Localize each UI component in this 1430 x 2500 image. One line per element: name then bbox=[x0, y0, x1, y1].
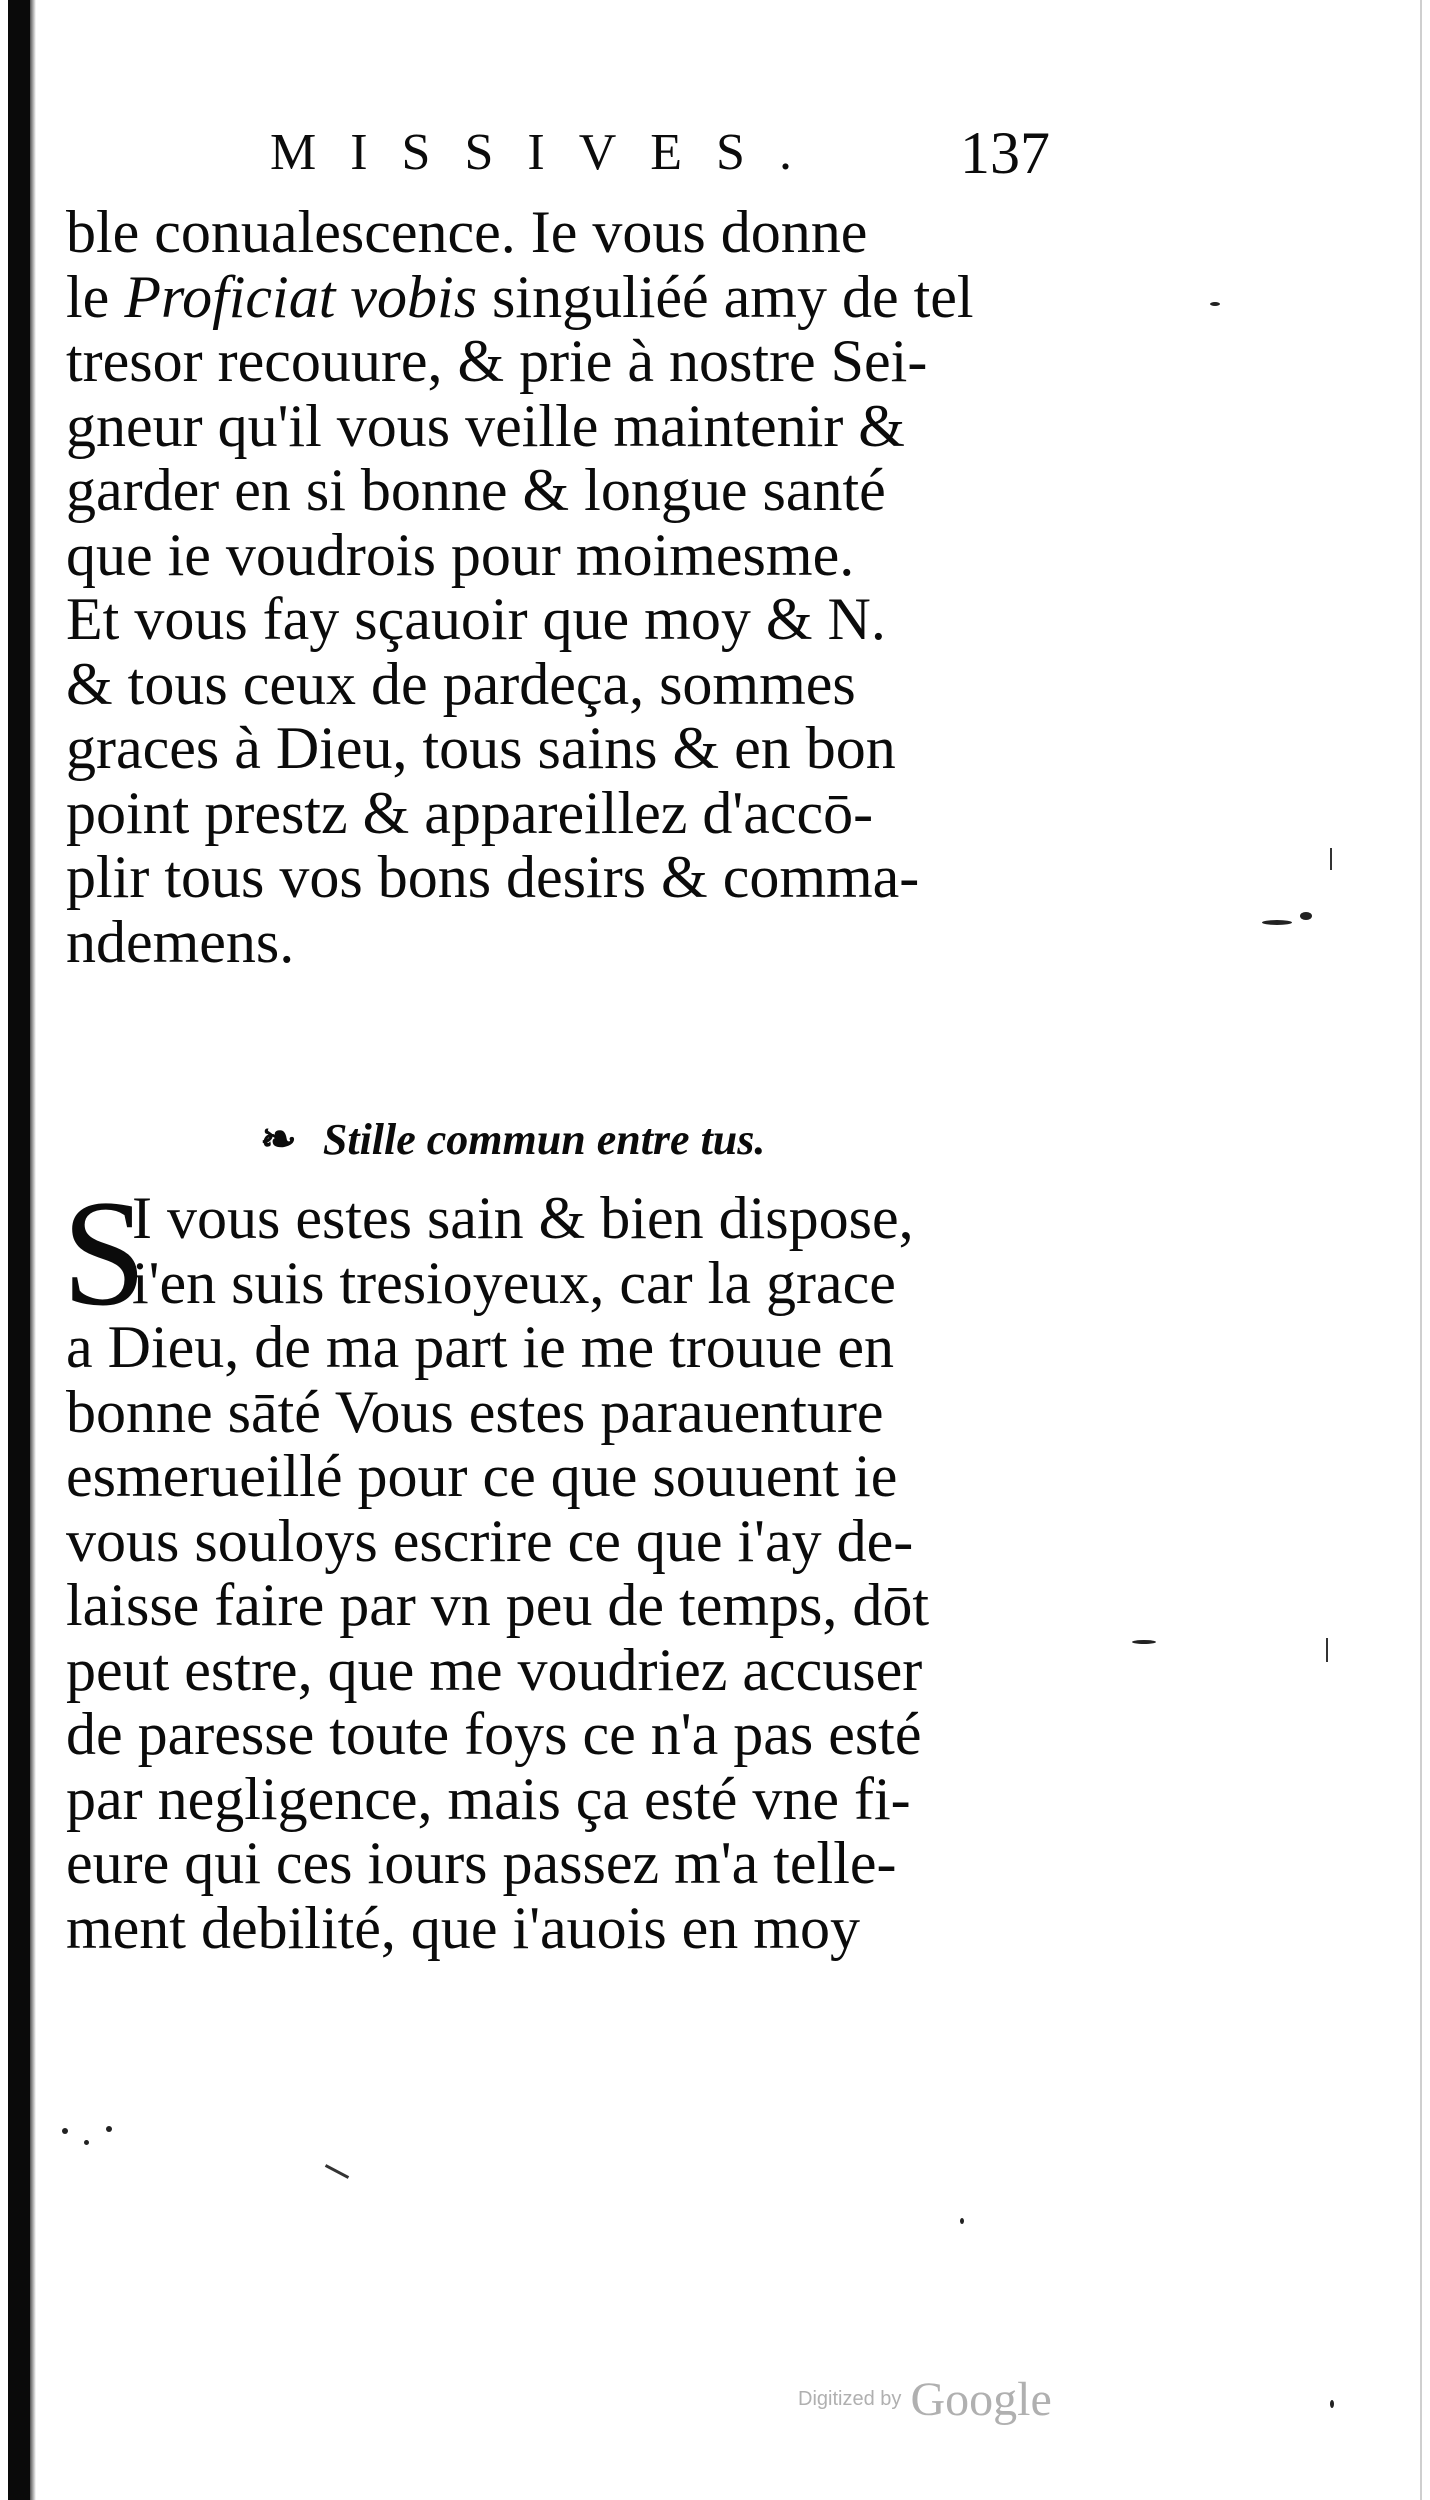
text-run: le bbox=[66, 263, 110, 330]
section-heading bbox=[260, 1108, 1020, 1172]
text-line: I vous estes sain & bien dispose, bbox=[132, 1185, 914, 1251]
scan-mark bbox=[1330, 848, 1332, 870]
text-line: de paresse toute foys ce n'a pas esté bbox=[66, 1701, 922, 1767]
text-line: a Dieu, de ma part ie me trouue en bbox=[66, 1314, 894, 1380]
text-line: bonne sāté Vous estes parauenture bbox=[66, 1378, 884, 1445]
text-line: par negligence, mais ça esté vne fi- bbox=[66, 1765, 911, 1832]
letter-two-text bbox=[66, 1186, 1076, 1960]
text-line: tresor recouure, & prie à nostre Sei- bbox=[66, 328, 928, 394]
scan-speck bbox=[1330, 2400, 1334, 2408]
text-line: Et vous fay sçauoir que moy & N. bbox=[66, 586, 886, 652]
scan-speck bbox=[1300, 912, 1312, 920]
binding-shadow bbox=[8, 0, 30, 2500]
text-line: graces à Dieu, tous sains & en bon bbox=[66, 715, 896, 781]
scan-speck bbox=[106, 2126, 112, 2132]
latin-phrase: Proficiat vobis bbox=[124, 263, 478, 330]
scan-speck bbox=[62, 2128, 68, 2134]
text-line: garder en si bonne & longue santé bbox=[66, 457, 886, 523]
text-line-mixed bbox=[66, 265, 1076, 330]
scan-mark bbox=[325, 2164, 349, 2179]
text-line: plir tous vos bons desirs & comma- bbox=[66, 844, 920, 910]
running-head: MISSIVES. bbox=[270, 124, 826, 181]
fleuron-icon: ❧ bbox=[260, 1115, 297, 1164]
text-line: gneur qu'il vous veille maintenir & bbox=[66, 392, 905, 459]
page-number: 137 bbox=[960, 120, 1050, 186]
right-page-edge bbox=[1420, 0, 1422, 2500]
text-line: ment debilité, que i'auois en moy bbox=[66, 1894, 860, 1961]
section-heading-text: Stille commun entre tus. bbox=[322, 1115, 766, 1164]
text-line: laisse faire par vn peu de temps, dōt bbox=[66, 1572, 930, 1638]
text-line: esmerueillé pour ce que souuent ie bbox=[66, 1443, 898, 1509]
text-line: que ie voudrois pour moimesme. bbox=[66, 521, 855, 588]
page-header bbox=[0, 118, 1430, 188]
text-line: i'en suis tresioyeux, car la grace bbox=[132, 1249, 896, 1316]
scan-speck bbox=[1262, 920, 1292, 925]
text-line: & tous ceux de pardeça, sommes bbox=[66, 650, 856, 717]
text-line: ble conualescence. Ie vous donne bbox=[66, 199, 868, 265]
text-line: eure qui ces iours passez m'a telle- bbox=[66, 1830, 897, 1896]
text-line: peut estre, que me voudriez accuser bbox=[66, 1636, 923, 1703]
text-line: ndemens. bbox=[66, 908, 295, 975]
letter-one-text bbox=[66, 200, 1076, 974]
scan-speck bbox=[960, 2218, 964, 2224]
google-logo: Google bbox=[910, 2373, 1052, 2426]
binding-shadow-taper bbox=[30, 0, 36, 2500]
scan-mark bbox=[1326, 1638, 1328, 1662]
drop-cap: S bbox=[62, 1169, 147, 1337]
text-run: singuliéé amy de tel bbox=[492, 263, 974, 330]
text-line: point prestz & appareillez d'accō- bbox=[66, 779, 874, 846]
scan-speck bbox=[1210, 302, 1220, 306]
scan-speck bbox=[84, 2140, 89, 2145]
text-line: vous souloys escrire ce que i'ay de- bbox=[66, 1507, 914, 1574]
scan-speck bbox=[1132, 1640, 1156, 1644]
digitization-watermark bbox=[798, 2372, 1052, 2427]
watermark-prefix: Digitized by bbox=[798, 2388, 902, 2410]
